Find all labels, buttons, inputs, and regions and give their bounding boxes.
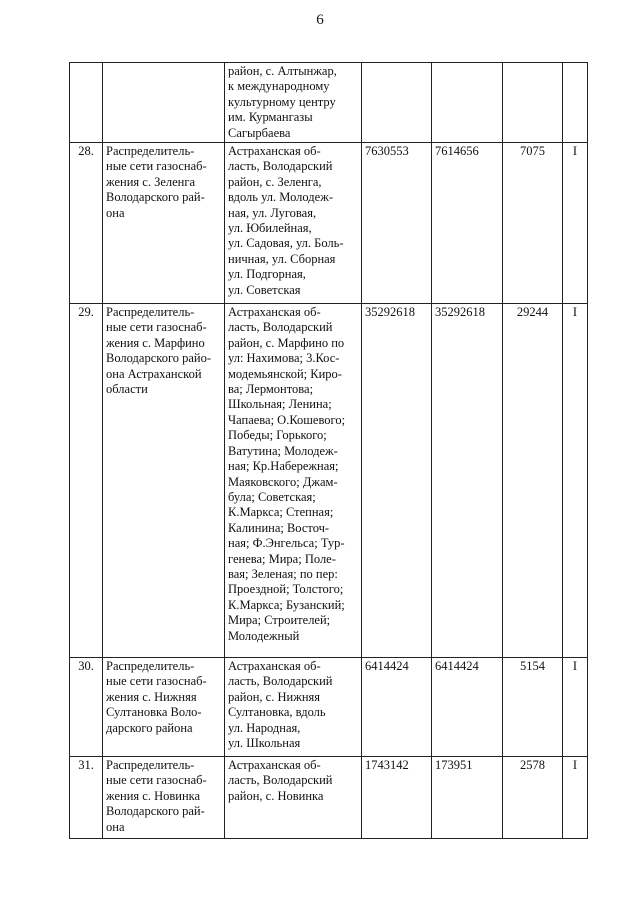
location-line: ул. Школьная [228, 736, 301, 751]
object-name-line: области [106, 382, 148, 397]
location-line: Астраханская об- [228, 305, 321, 320]
object-name-line: Султановка Воло- [106, 705, 202, 720]
object-name-cell [103, 143, 225, 304]
location-line: модемьянской; Киро- [228, 366, 342, 381]
location-line: Чапаева; О.Кошевого; [228, 412, 346, 427]
row-number: 28. [70, 143, 103, 304]
location-line: ничная, ул. Сборная [228, 251, 336, 266]
location-line: ласть, Володарский [228, 674, 333, 689]
object-name-cell [103, 63, 225, 143]
object-name-line: Распределитель- [106, 305, 195, 320]
object-name-line: ные сети газоснаб- [106, 773, 207, 788]
location-line: Школьная; Ленина; [228, 397, 332, 412]
location-line: Победы; Горького; [228, 428, 327, 443]
object-name-line: Володарского райо- [106, 351, 212, 366]
class-value: I [563, 757, 588, 839]
location-line: Маяковского; Джам- [228, 474, 338, 489]
location-line: Сагырбаева [228, 125, 291, 140]
row-number: 30. [70, 658, 103, 757]
object-name-line: дарского района [106, 720, 193, 735]
class-value: I [563, 304, 588, 658]
value2: 35292618 [432, 304, 503, 658]
location-line: район, с. Новинка [228, 788, 324, 803]
class-cell [563, 63, 588, 143]
location-line: була; Советская; [228, 489, 316, 504]
location-line: район, с. Нижняя [228, 689, 321, 704]
table-row [70, 304, 588, 658]
location-line: ул. Советская [228, 282, 301, 297]
location-cell [225, 757, 362, 839]
value1: 6414424 [362, 658, 432, 757]
object-name-line: Распределитель- [106, 758, 195, 773]
value1-cell [362, 63, 432, 143]
location-line: им. Курмангазы [228, 110, 313, 125]
location-cell [225, 63, 362, 143]
location-line: К.Маркса; Степная; [228, 505, 334, 520]
row-number: 29. [70, 304, 103, 658]
location-line: ная; Кр.Набережная; [228, 459, 339, 474]
value1: 35292618 [362, 304, 432, 658]
location-line: Молодежный [228, 628, 300, 643]
value3: 7075 [503, 143, 563, 304]
value2: 6414424 [432, 658, 503, 757]
object-name-line: она Астраханской [106, 366, 202, 381]
location-line: ная, ул. Луговая, [228, 205, 317, 220]
value3: 5154 [503, 658, 563, 757]
object-name-line: жения с. Нижняя [106, 689, 197, 704]
row-number: 31. [70, 757, 103, 839]
table-row-continuation [70, 63, 588, 143]
class-value: I [563, 143, 588, 304]
location-line: К.Маркса; Бузанский; [228, 597, 345, 612]
location-line: Ватутина; Молодеж- [228, 443, 338, 458]
location-line: к международному [228, 79, 330, 94]
location-line: Астраханская об- [228, 144, 321, 159]
location-line: ласть, Володарский [228, 320, 333, 335]
value2: 173951 [432, 757, 503, 839]
value3: 2578 [503, 757, 563, 839]
location-line: ва; Лермонтова; [228, 382, 314, 397]
table-row [70, 757, 588, 839]
value3-cell [503, 63, 563, 143]
object-name-line: ные сети газоснаб- [106, 159, 207, 174]
location-cell [225, 304, 362, 658]
location-line: район, с. Зеленга, [228, 174, 322, 189]
object-name-line: Володарского рай- [106, 804, 205, 819]
object-name-line: Володарского рай- [106, 190, 205, 205]
location-line: Калинина; Восточ- [228, 520, 330, 535]
row-number-cell [70, 63, 103, 143]
page-number: 6 [316, 12, 324, 28]
location-line: ласть, Володарский [228, 159, 333, 174]
location-line: вдоль ул. Молодеж- [228, 190, 334, 205]
objects-table [69, 62, 588, 839]
location-line: Султановка, вдоль [228, 705, 326, 720]
location-line: культурному центру [228, 94, 336, 109]
location-line: район, с. Марфино по [228, 335, 345, 350]
value1: 7630553 [362, 143, 432, 304]
object-name-line: она [106, 205, 125, 220]
location-line: генева; Мира; Поле- [228, 551, 336, 566]
location-cell [225, 658, 362, 757]
location-line: Мира; Строителей; [228, 613, 331, 628]
object-name-cell [103, 757, 225, 839]
location-cell [225, 143, 362, 304]
location-line: вая; Зеленая; по пер: [228, 566, 338, 581]
object-name-line: жения с. Марфино [106, 335, 205, 350]
object-name-line: ные сети газоснаб- [106, 320, 207, 335]
value3: 29244 [503, 304, 563, 658]
location-line: район, с. Алтынжар, [228, 64, 337, 78]
value1: 1743142 [362, 757, 432, 839]
object-name-line: ные сети газоснаб- [106, 674, 207, 689]
location-line: Астраханская об- [228, 758, 321, 773]
location-line: ул. Народная, [228, 720, 301, 735]
class-value: I [563, 658, 588, 757]
object-name-cell [103, 304, 225, 658]
object-name-line: она [106, 819, 125, 834]
location-line: ласть, Володарский [228, 773, 333, 788]
location-line: ул. Подгорная, [228, 267, 306, 282]
location-line: ул. Юбилейная, [228, 221, 312, 236]
location-line: ул. Садовая, ул. Боль- [228, 236, 344, 251]
value2-cell [432, 63, 503, 143]
value2: 7614656 [432, 143, 503, 304]
object-name-line: Распределитель- [106, 144, 195, 159]
location-line: Астраханская об- [228, 659, 321, 674]
object-name-line: жения с. Зеленга [106, 174, 196, 189]
table-row [70, 143, 588, 304]
table-row [70, 658, 588, 757]
location-line: Проездной; Толстого; [228, 582, 344, 597]
location-line: ул: Нахимова; 3.Кос- [228, 351, 340, 366]
object-name-cell [103, 658, 225, 757]
object-name-line: Распределитель- [106, 659, 195, 674]
object-name-line: жения с. Новинка [106, 788, 201, 803]
location-line: ная; Ф.Энгельса; Тур- [228, 536, 345, 551]
